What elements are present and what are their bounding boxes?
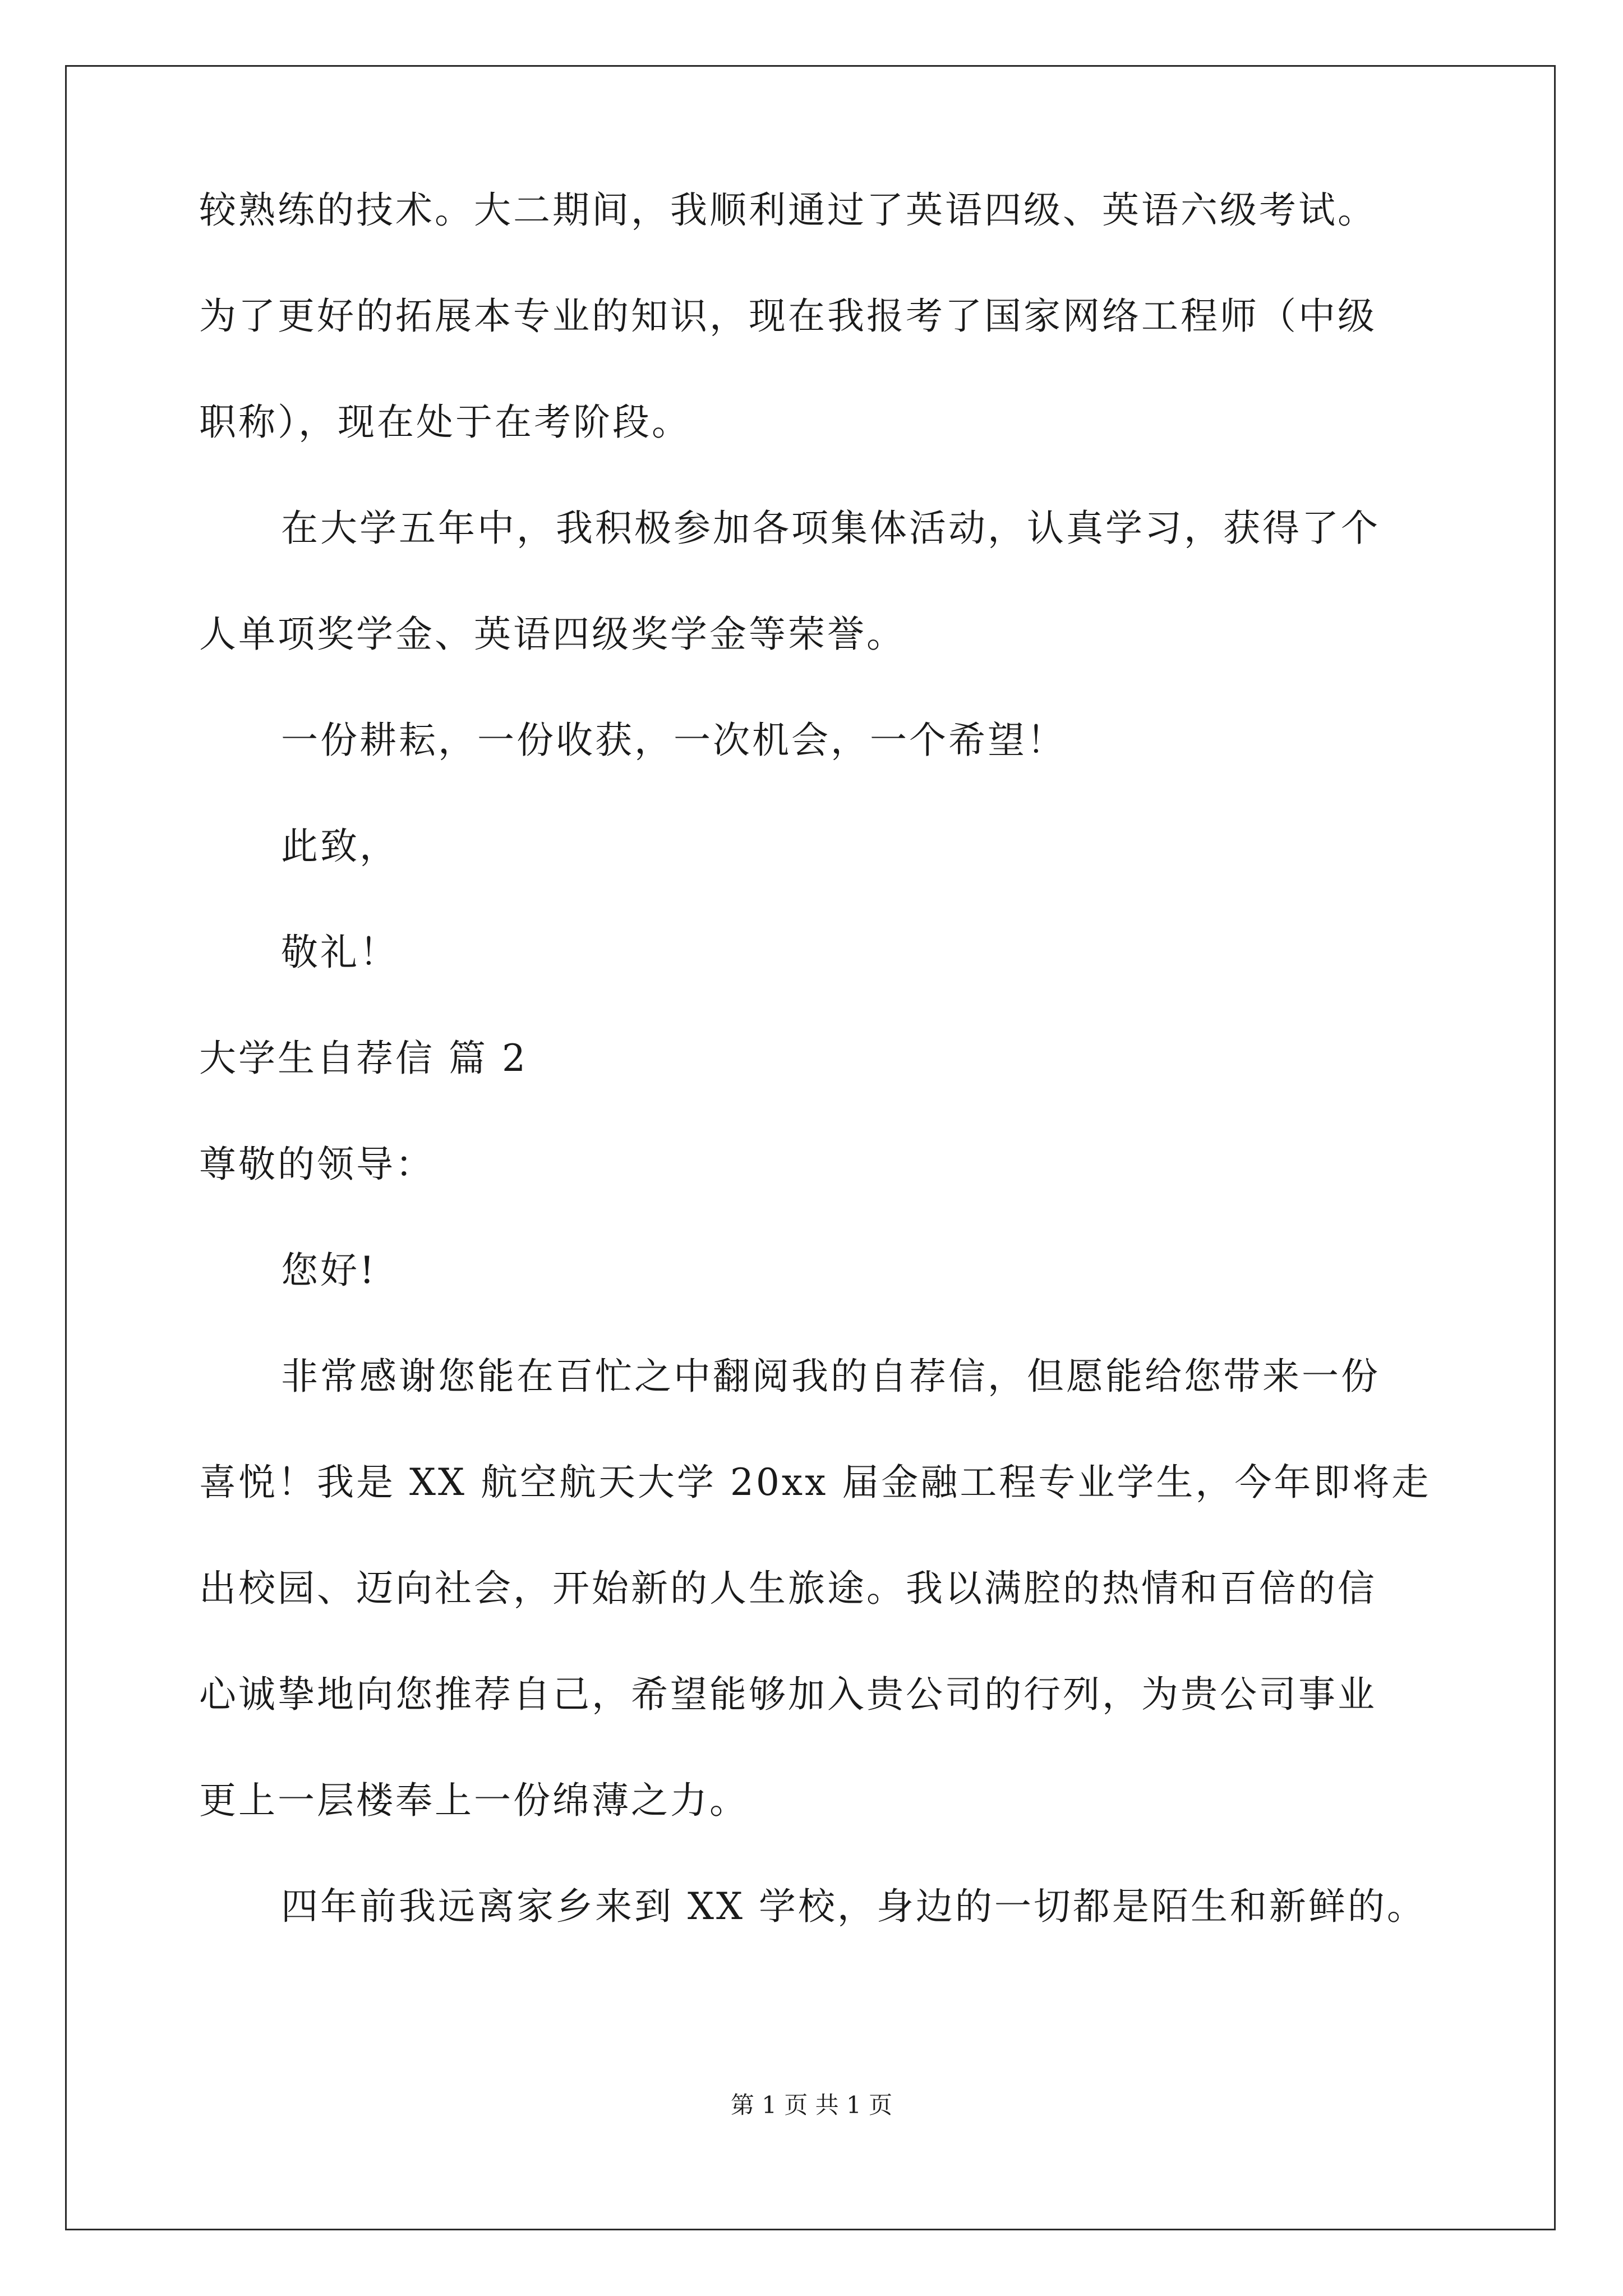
paragraph-line: 一份耕耘，一份收获，一次机会，一个希望！ [281, 719, 1066, 762]
paragraph-line: 更上一层楼奉上一份绵薄之力。 [199, 1779, 749, 1822]
page-footer: 第 1 页 共 1 页 [730, 2091, 893, 2119]
closing-line: 此致， [281, 825, 399, 868]
paragraph-line: 出校园、迈向社会，开始新的人生旅途。我以满腔的热情和百倍的信 [199, 1567, 1377, 1610]
salutation: 尊敬的领导： [199, 1143, 435, 1186]
section-heading: 大学生自荐信 篇 2 [199, 1037, 528, 1080]
paragraph-line: 职称），现在处于在考阶段。 [199, 401, 691, 444]
closing-line: 敬礼！ [281, 931, 399, 974]
paragraph-line: 四年前我远离家乡来到 XX 学校，身边的一切都是陌生和新鲜的。 [281, 1885, 1426, 1928]
greeting: 您好! [281, 1249, 377, 1292]
paragraph-line: 在大学五年中，我积极参加各项集体活动，认真学习，获得了个 [281, 507, 1380, 550]
paragraph-line: 人单项奖学金、英语四级奖学金等荣誉。 [199, 613, 906, 656]
paragraph-line: 心诚挚地向您推荐自己，希望能够加入贵公司的行列，为贵公司事业 [199, 1673, 1377, 1716]
paragraph-line: 喜悦！我是 XX 航空航天大学 20xx 届金融工程专业学生，今年即将走 [199, 1461, 1431, 1504]
paragraph-line: 较熟练的技术。大二期间，我顺利通过了英语四级、英语六级考试。 [199, 188, 1377, 232]
paragraph-line: 非常感谢您能在百忙之中翻阅我的自荐信，但愿能给您带来一份 [281, 1355, 1380, 1398]
paragraph-line: 为了更好的拓展本专业的知识，现在我报考了国家网络工程师（中级 [199, 295, 1377, 338]
